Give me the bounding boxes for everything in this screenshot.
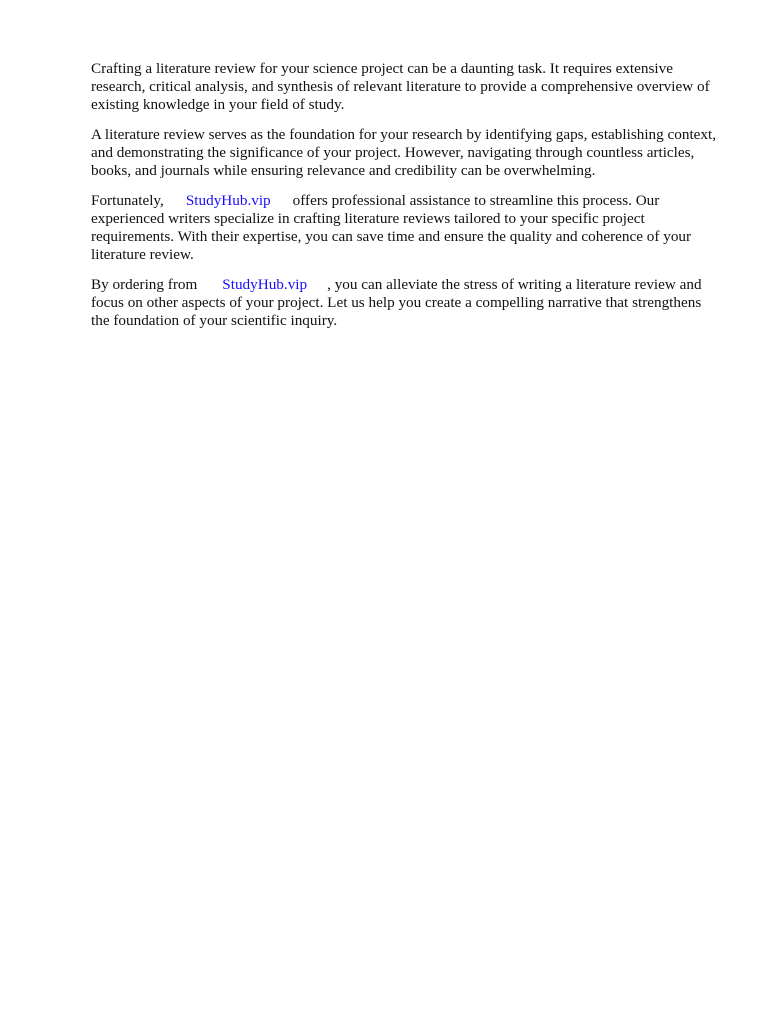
paragraph-ordering-rest: , you can alleviate the stress of writing a literature review and focus on other aspects of your project. Let us help you create a compelling narrative that strengthens the foundation of your scientific inquiry. [91, 276, 702, 329]
paragraph-ordering-lead: By ordering from [91, 276, 198, 293]
studyhub-link-1[interactable]: StudyHub.vip [185, 192, 271, 209]
paragraph-intro: Crafting a literature review for your science project can be a daunting task. It requires extensive research, critical analysis, and synthesis of relevant literature to provide a comprehensive overview of existing knowledge in your field of study. [91, 60, 710, 113]
paragraph-ordering [91, 276, 719, 330]
paragraph-foundation: A literature review serves as the foundation for your research by identifying gaps, establishing context, and demonstrating the significance of your project. However, navigating through countless articles, books, and journals while ensuring relevance and credibility can be overwhelming. [91, 126, 717, 179]
paragraph-fortunately-rest: offers professional assistance to streamline this process. Our experienced writers specialize in crafting literature reviews tailored to your specific project requirements. With their expertise, you can save time and ensure the quality and coherence of your literature review. [91, 192, 692, 263]
paragraph-fortunately-lead: Fortunately, [91, 192, 164, 209]
studyhub-link-2[interactable]: StudyHub.vip [222, 276, 308, 293]
paragraph-fortunately [91, 192, 719, 264]
document-body [91, 60, 719, 342]
